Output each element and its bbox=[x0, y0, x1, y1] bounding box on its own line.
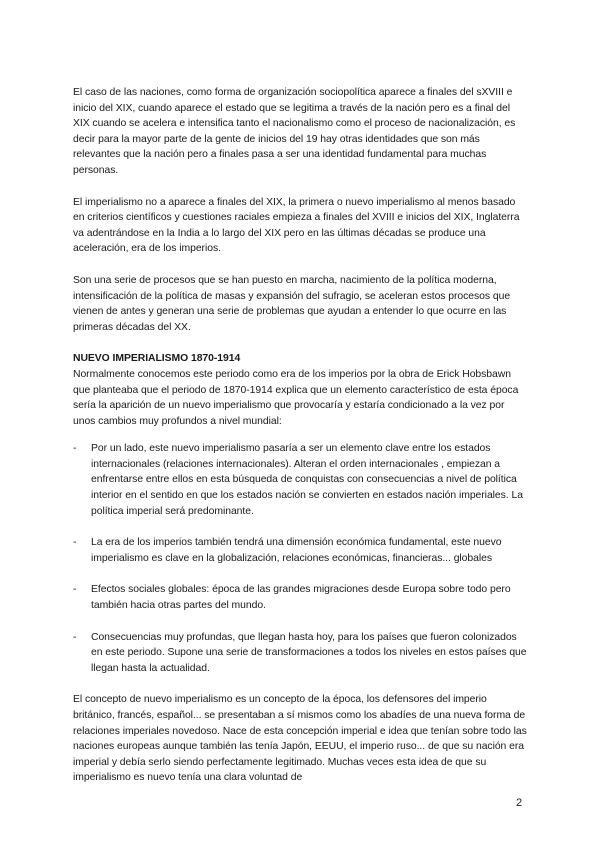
list-item bbox=[73, 630, 529, 677]
list-item bbox=[73, 582, 529, 613]
page-content bbox=[73, 85, 529, 786]
list-item-text: La era de los imperios también tendrá una dimensión económica fundamental, este nuevo imperialismo es clave en la globalización, relaciones económicas, financieras... globales bbox=[91, 537, 502, 564]
list-item-text: Efectos sociales globales: época de las grandes migraciones desde Europa sobre todo pero también hacia otras partes del mundo. bbox=[91, 584, 511, 612]
page-number: 2 bbox=[516, 797, 523, 809]
paragraph-imperialism-origin: El imperialismo no a aparece a finales del XIX, la primera o nuevo imperialismo al menos basado en criterios científicos y cuestiones raciales empieza a finales del XVIII e inicios del XIX, Inglaterra va adentrándose en la India a lo largo del XIX pero en las últimas décadas se produce una aceleración, era de los imperios. bbox=[73, 196, 520, 255]
bullet-list bbox=[73, 441, 529, 676]
section-intro-paragraph: Normalmente conocemos este periodo como era de los imperios por la obra de Erick Hobsbawn que planteaba que el periodo de 1870-1914 explica que un elemento característico de esta época sería la aparición de un nuevo imperialismo que provocaría y estaría condicionado a la vez por unos cambios muy profundos a nivel mundial: bbox=[73, 368, 519, 427]
paragraph-nations: El caso de las naciones, como forma de organización sociopolítica aparece a finales del sXVIII e inicio del XIX, cuando aparece el estado que se legitima a través de la nación pero es a final del XIX cuando se acelera e intensifica tanto el nacionalismo como el proceso de nacionalización, es decir para la mayor parte de la gente de inicios del 19 hay otras identidades que son más relevantes que la nación pero a finales pasa a ser una identidad fundamental para muchas personas. bbox=[73, 87, 516, 176]
closing-paragraph: El concepto de nuevo imperialismo es un concepto de la época, los defensores del imperio británico, francés, español... se presentaban a sí mismos como los abadíes de una nueva forma de relaciones imperiales novedoso. Nace de esta concepción imperial e idea que tenían sobre todo las naciones europeas aunque también las tenía Japón, EEUU, el imperio ruso... de que su nación era imperial y debía serlo siendo perfectamente legitimado. Muchas veces esta idea de que su imperialismo es nuevo tenía una clara voluntad de bbox=[73, 694, 527, 784]
list-item-text: Consecuencias muy profundas, que llegan hasta hoy, para los países que fueron colonizados en este periodo. Supone una serie de transformaciones a todos los niveles en estos países que llegan hasta la actualidad. bbox=[91, 631, 527, 674]
bullet-dash: - bbox=[73, 537, 77, 549]
paragraph-processes: Son una serie de procesos que se han puesto en marcha, nacimiento de la política moderna, intensificación de la política de masas y expansión del sufragio, se aceleran estos procesos que vienen de antes y generan una serie de problemas que ayudan a entender lo que ocurre en las primeras décadas del XX. bbox=[73, 274, 511, 333]
list-item-text: Por un lado, este nuevo imperialismo pasaría a ser un elemento clave entre los estados internacionales (relaciones internacionales). Alteran el orden internacionales , empiezan a enfrentarse entre ellos en esta búsqueda de conquistas con consecuencias a nivel de política interior en el sentido en que los estados nación se convierten en estados nación imperiales. La política imperial será predominante. bbox=[91, 443, 523, 517]
list-item bbox=[73, 535, 529, 566]
section-heading: NUEVO IMPERIALISMO 1870-1914 bbox=[73, 353, 241, 365]
bullet-dash: - bbox=[73, 443, 77, 455]
bullet-dash: - bbox=[73, 584, 77, 596]
bullet-dash: - bbox=[73, 631, 77, 643]
list-item bbox=[73, 441, 529, 519]
